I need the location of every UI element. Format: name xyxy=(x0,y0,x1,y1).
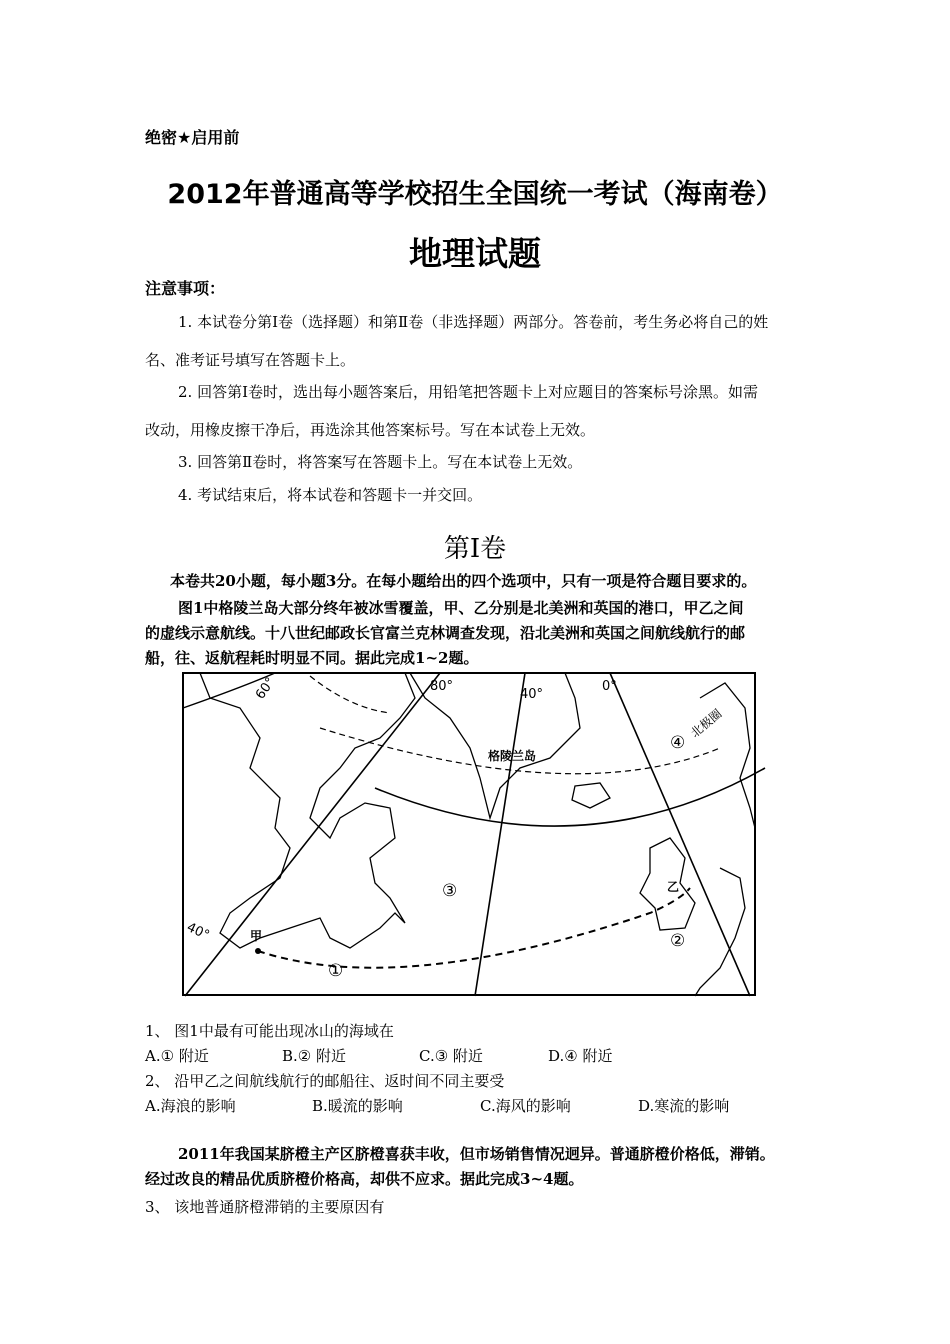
exam-title: 2012年普通高等学校招生全国统一考试（海南卷） xyxy=(167,179,783,210)
lon-label-80: 80° xyxy=(430,679,454,694)
volume-intro: 本卷共20小题，每小题3分。在每小题给出的四个选项中，只有一项是符合题目要求的。 xyxy=(170,572,757,590)
lat-label-40: 40° xyxy=(184,920,212,944)
passage-line: 图1中格陵兰岛大部分终年被冰雪覆盖，甲、乙分别是北美洲和英国的港口，甲乙之间 xyxy=(178,599,744,617)
marker-1: ① xyxy=(328,961,344,981)
greenland-label: 格陵兰岛 xyxy=(488,749,537,763)
notice-line: 2. 回答第Ⅰ卷时，选出每小题答案后，用铅笔把答题卡上对应题目的答案标号涂黑。如需 xyxy=(178,383,759,401)
scandinavia-coast xyxy=(700,683,755,828)
marker-3: ③ xyxy=(442,881,458,901)
q2-option-a[interactable]: A.海浪的影响 xyxy=(145,1097,236,1115)
iceland xyxy=(572,783,610,808)
notice-line: 3. 回答第Ⅱ卷时，将答案写在答题卡上。写在本试卷上无效。 xyxy=(178,453,583,471)
lon-label-0: 0° xyxy=(602,679,617,694)
port-a-dot xyxy=(255,948,261,954)
q1-option-c[interactable]: C.③ 附近 xyxy=(419,1047,483,1065)
passage-line: 船，往、返航程耗时明显不同。据此完成1~2题。 xyxy=(145,649,479,667)
q2-option-c[interactable]: C.海风的影响 xyxy=(480,1097,571,1115)
lat-label-60: 60° xyxy=(252,674,279,703)
passage2-line: 2011年我国某脐橙主产区脐橙喜获丰收，但市场销售情况迥异。普通脐橙价格低，滞销。 xyxy=(178,1145,775,1163)
notice-line: 1. 本试卷分第Ⅰ卷（选择题）和第Ⅱ卷（非选择题）两部分。答卷前，考生务必将自己的姓 xyxy=(178,313,769,331)
marker-2: ② xyxy=(670,931,686,951)
arctic-circle-label: 北极圈 xyxy=(687,706,725,741)
greenland-coast xyxy=(410,673,580,818)
question-2-stem: 2、 沿甲乙之间航线航行的邮船往、返时间不同主要受 xyxy=(145,1072,505,1090)
subject-title: 地理试题 xyxy=(409,234,541,273)
lon-label-40: 40° xyxy=(520,687,544,702)
passage2-line: 经过改良的精品优质脐橙价格高，却供不应求。据此完成3~4题。 xyxy=(145,1170,584,1188)
volume-title: 第Ⅰ卷 xyxy=(443,534,507,564)
q1-option-d[interactable]: D.④ 附近 xyxy=(548,1047,613,1065)
q2-option-b[interactable]: B.暖流的影响 xyxy=(312,1097,403,1115)
marker-4: ④ xyxy=(670,733,686,753)
confidential-mark: 绝密★启用前 xyxy=(145,128,240,147)
q2-option-d[interactable]: D.寒流的影响 xyxy=(638,1097,730,1115)
latitude-60-arc xyxy=(375,768,765,826)
notice-line: 4. 考试结束后，将本试卷和答题卡一并交回。 xyxy=(178,486,483,504)
meridian-80 xyxy=(185,673,440,996)
q1-option-a[interactable]: A.① 附近 xyxy=(145,1047,209,1065)
question-3-stem: 3、 该地普通脐橙滞销的主要原因有 xyxy=(145,1198,385,1216)
question-1-stem: 1、 图1中最有可能出现冰山的海域在 xyxy=(145,1022,394,1040)
q1-option-b[interactable]: B.② 附近 xyxy=(282,1047,347,1065)
passage-line: 的虚线示意航线。十八世纪邮政长官富兰克林调查发现，沿北美洲和英国之间航线航行的邮 xyxy=(145,624,746,642)
shipping-route xyxy=(258,888,690,968)
north-america-coast xyxy=(200,673,415,948)
meridian-40 xyxy=(475,673,525,996)
arctic-circle-west xyxy=(310,676,390,713)
notice-line: 改动，用橡皮擦干净后，再选涂其他答案标号。写在本试卷上无效。 xyxy=(145,421,596,439)
port-a-label: 甲 xyxy=(250,929,263,943)
notice-line: 名、准考证号填写在答题卡上。 xyxy=(145,351,356,369)
port-b-label: 乙 xyxy=(667,880,680,894)
north-atlantic-map xyxy=(180,668,770,1004)
notice-heading: 注意事项： xyxy=(145,279,226,298)
